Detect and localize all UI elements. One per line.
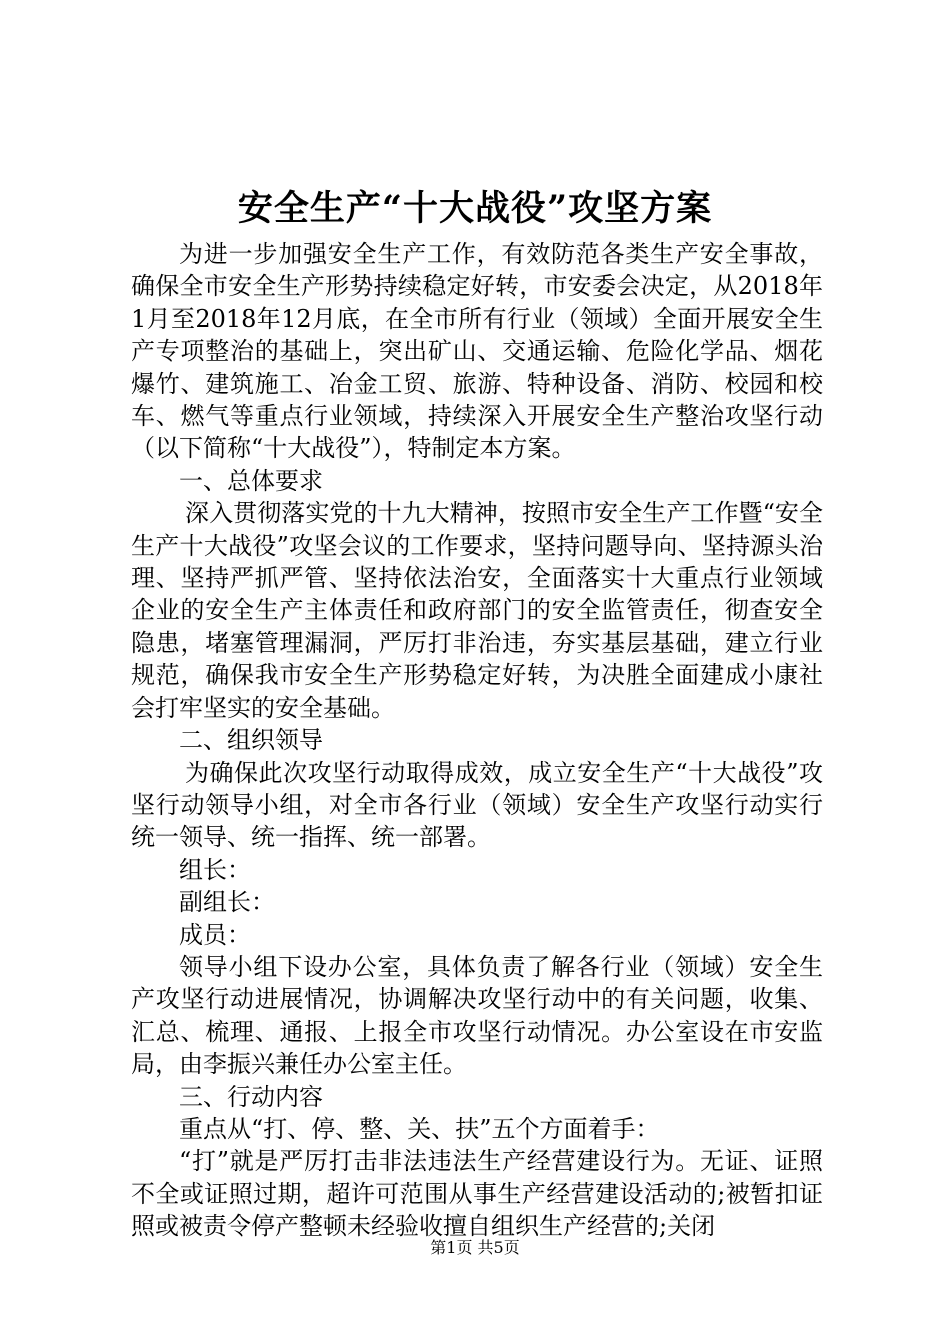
page-footer: 第1页 共5页 — [430, 1238, 520, 1257]
group-leader-line: 组长： — [179, 855, 251, 884]
section-heading-general-requirements: 一、总体要求 — [179, 466, 323, 495]
deputy-leader-line: 副组长： — [179, 888, 275, 917]
section-heading-actions: 三、行动内容 — [179, 1082, 323, 1111]
organization-paragraph: 为确保此次攻坚行动取得成效，成立安全生产“十大战役”攻坚行动领导小组，对全市各行业（领域）安全生产攻坚行动实行统一领导、统一指挥、统一部署。 — [131, 758, 823, 852]
members-line: 成员： — [179, 920, 251, 949]
office-paragraph: 领导小组下设办公室，具体负责了解各行业（领域）安全生产攻坚行动进展情况，协调解决攻坚行动中的有关问题，收集、汇总、梳理、通报、上报全市攻坚行动情况。办公室设在市安监局，由李振兴兼任办公室主任。 — [131, 952, 823, 1079]
general-requirements-paragraph: 深入贯彻落实党的十九大精神，按照市安全生产工作暨“安全生产十大战役”攻坚会议的工作要求，坚持问题导向、坚持源头治理、坚持严抓严管、坚持依法治安，全面落实十大重点行业领域企业的安全生产主体责任和政府部门的安全监管责任，彻查安全隐患，堵塞管理漏洞，严厉打非治违，夯实基层基础，建立行业规范，确保我市安全生产形势稳定好转，为决胜全面建成小康社会打牢坚实的安全基础。 — [131, 499, 823, 722]
strike-paragraph: “打”就是严厉打击非法违法生产经营建设行为。无证、证照不全或证照过期，超许可范围从事生产经营建设活动的;被暂扣证照或被责令停产整顿未经验收擅自组织生产经营的;关闭 — [131, 1147, 823, 1241]
section-heading-organization: 二、组织领导 — [179, 726, 323, 755]
document-title: 安全生产“十大战役”攻坚方案 — [237, 188, 713, 229]
intro-paragraph: 为进一步加强安全生产工作，有效防范各类生产安全事故，确保全市安全生产形势持续稳定好转，市安委会决定，从2018年1月至2018年12月底，在全市所有行业（领域）全面开展安全生产专项整治的基础上，突出矿山、交通运输、危险化学品、烟花爆竹、建筑施工、冶金工贸、旅游、特种设备、消防、校园和校车、燃气等重点行业领域，持续深入开展安全生产整治攻坚行动（以下简称“十大战役”），特制定本方案。 — [131, 240, 823, 463]
document-body — [131, 238, 823, 1243]
actions-intro-paragraph: 重点从“打、停、整、关、扶”五个方面着手： — [179, 1114, 660, 1143]
